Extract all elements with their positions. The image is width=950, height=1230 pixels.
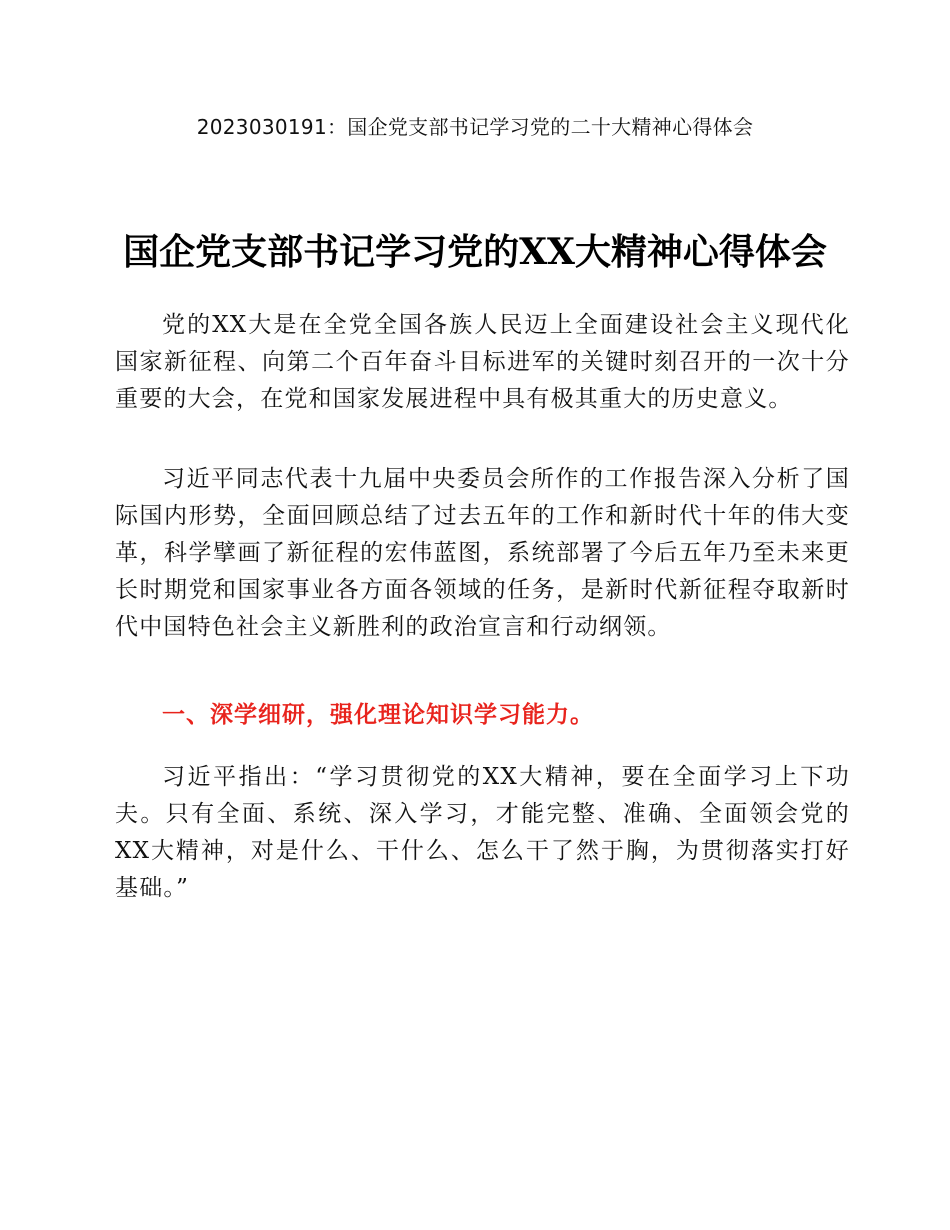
document-title: 国企党支部书记学习党的XX大精神心得体会 [123,231,827,273]
section-heading: 一、深学细研，强化理论知识学习能力。 [162,702,594,728]
body-paragraph-3: 习近平指出：“学习贯彻党的XX大精神，要在全面学习上下功夫。只有全面、系统、深入学习，才能完整、准确、全面领会党的XX大精神，对是什么、干什么、怎么干了然于胸，为贯彻落实打好基础。” [115,764,850,901]
document-header: 2023030191：国企党支部书记学习党的二十大精神心得体会 [196,115,754,139]
body-paragraph-2: 习近平同志代表十九届中央委员会所作的工作报告深入分析了国际国内形势，全面回顾总结了过去五年的工作和新时代十年的伟大变革，科学擘画了新征程的宏伟蓝图，系统部署了今后五年乃至未来更长时期党和国家事业各方面各领域的任务，是新时代新征程夺取新时代中国特色社会主义新胜利的政治宣言和行动纲领。 [115,466,850,640]
body-paragraph-1: 党的XX大是在全党全国各族人民迈上全面建设社会主义现代化国家新征程、向第二个百年奋斗目标进军的关键时刻召开的一次十分重要的大会，在党和国家发展进程中具有极其重大的历史意义。 [115,312,850,412]
